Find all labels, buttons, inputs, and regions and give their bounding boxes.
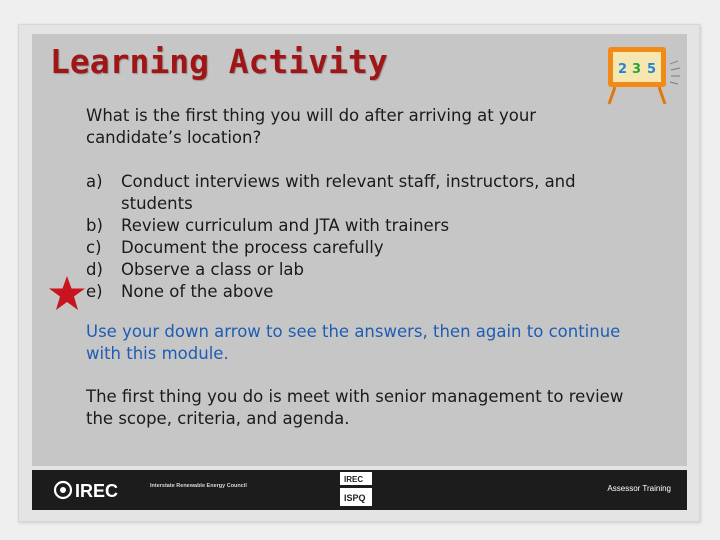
option-letter: e) [86,282,103,301]
answer-explanation: The first thing you do is meet with senior management to review the scope, criteria, and agenda. [86,387,624,428]
instruction-text: Use your down arrow to see the answers, then again to continue with this module. [86,322,621,363]
badge-bottom-text: ISPQ [344,493,366,503]
option-text: Observe a class or lab [121,260,305,279]
footer-bar [32,470,687,510]
board-digit: 2 [618,62,628,77]
option-e[interactable] [86,281,646,303]
option-letter: a) [86,172,103,191]
option-text: Document the process carefully [121,238,384,257]
irec-logo [52,478,144,502]
slide-title: Learning Activity [50,42,388,81]
option-letter: b) [86,216,103,235]
answer-options [86,171,646,303]
option-c[interactable] [86,237,646,259]
chalkboard-icon [604,42,688,108]
option-text: Conduct interviews with relevant staff, instructors, and students [121,172,576,213]
option-text: None of the above [121,282,274,301]
irec-logo-text: IREC [75,481,119,501]
option-text: Review curriculum and JTA with trainers [121,216,450,235]
option-a[interactable] [86,171,646,215]
question-text: What is the first thing you will do after arriving at your candidate’s location? [86,106,537,147]
option-d[interactable] [86,259,646,281]
badge-top-text: IREC [344,475,364,484]
star-marker-icon [48,275,86,311]
option-letter: c) [86,238,102,257]
option-b[interactable] [86,215,646,237]
footer-label: Assessor Training [607,484,671,493]
option-letter: d) [86,260,103,279]
board-digit: 5 [647,62,657,77]
certification-badge-icon [338,472,374,508]
board-digit: 3 [632,62,642,77]
org-name: Interstate Renewable Energy Council [150,483,247,489]
